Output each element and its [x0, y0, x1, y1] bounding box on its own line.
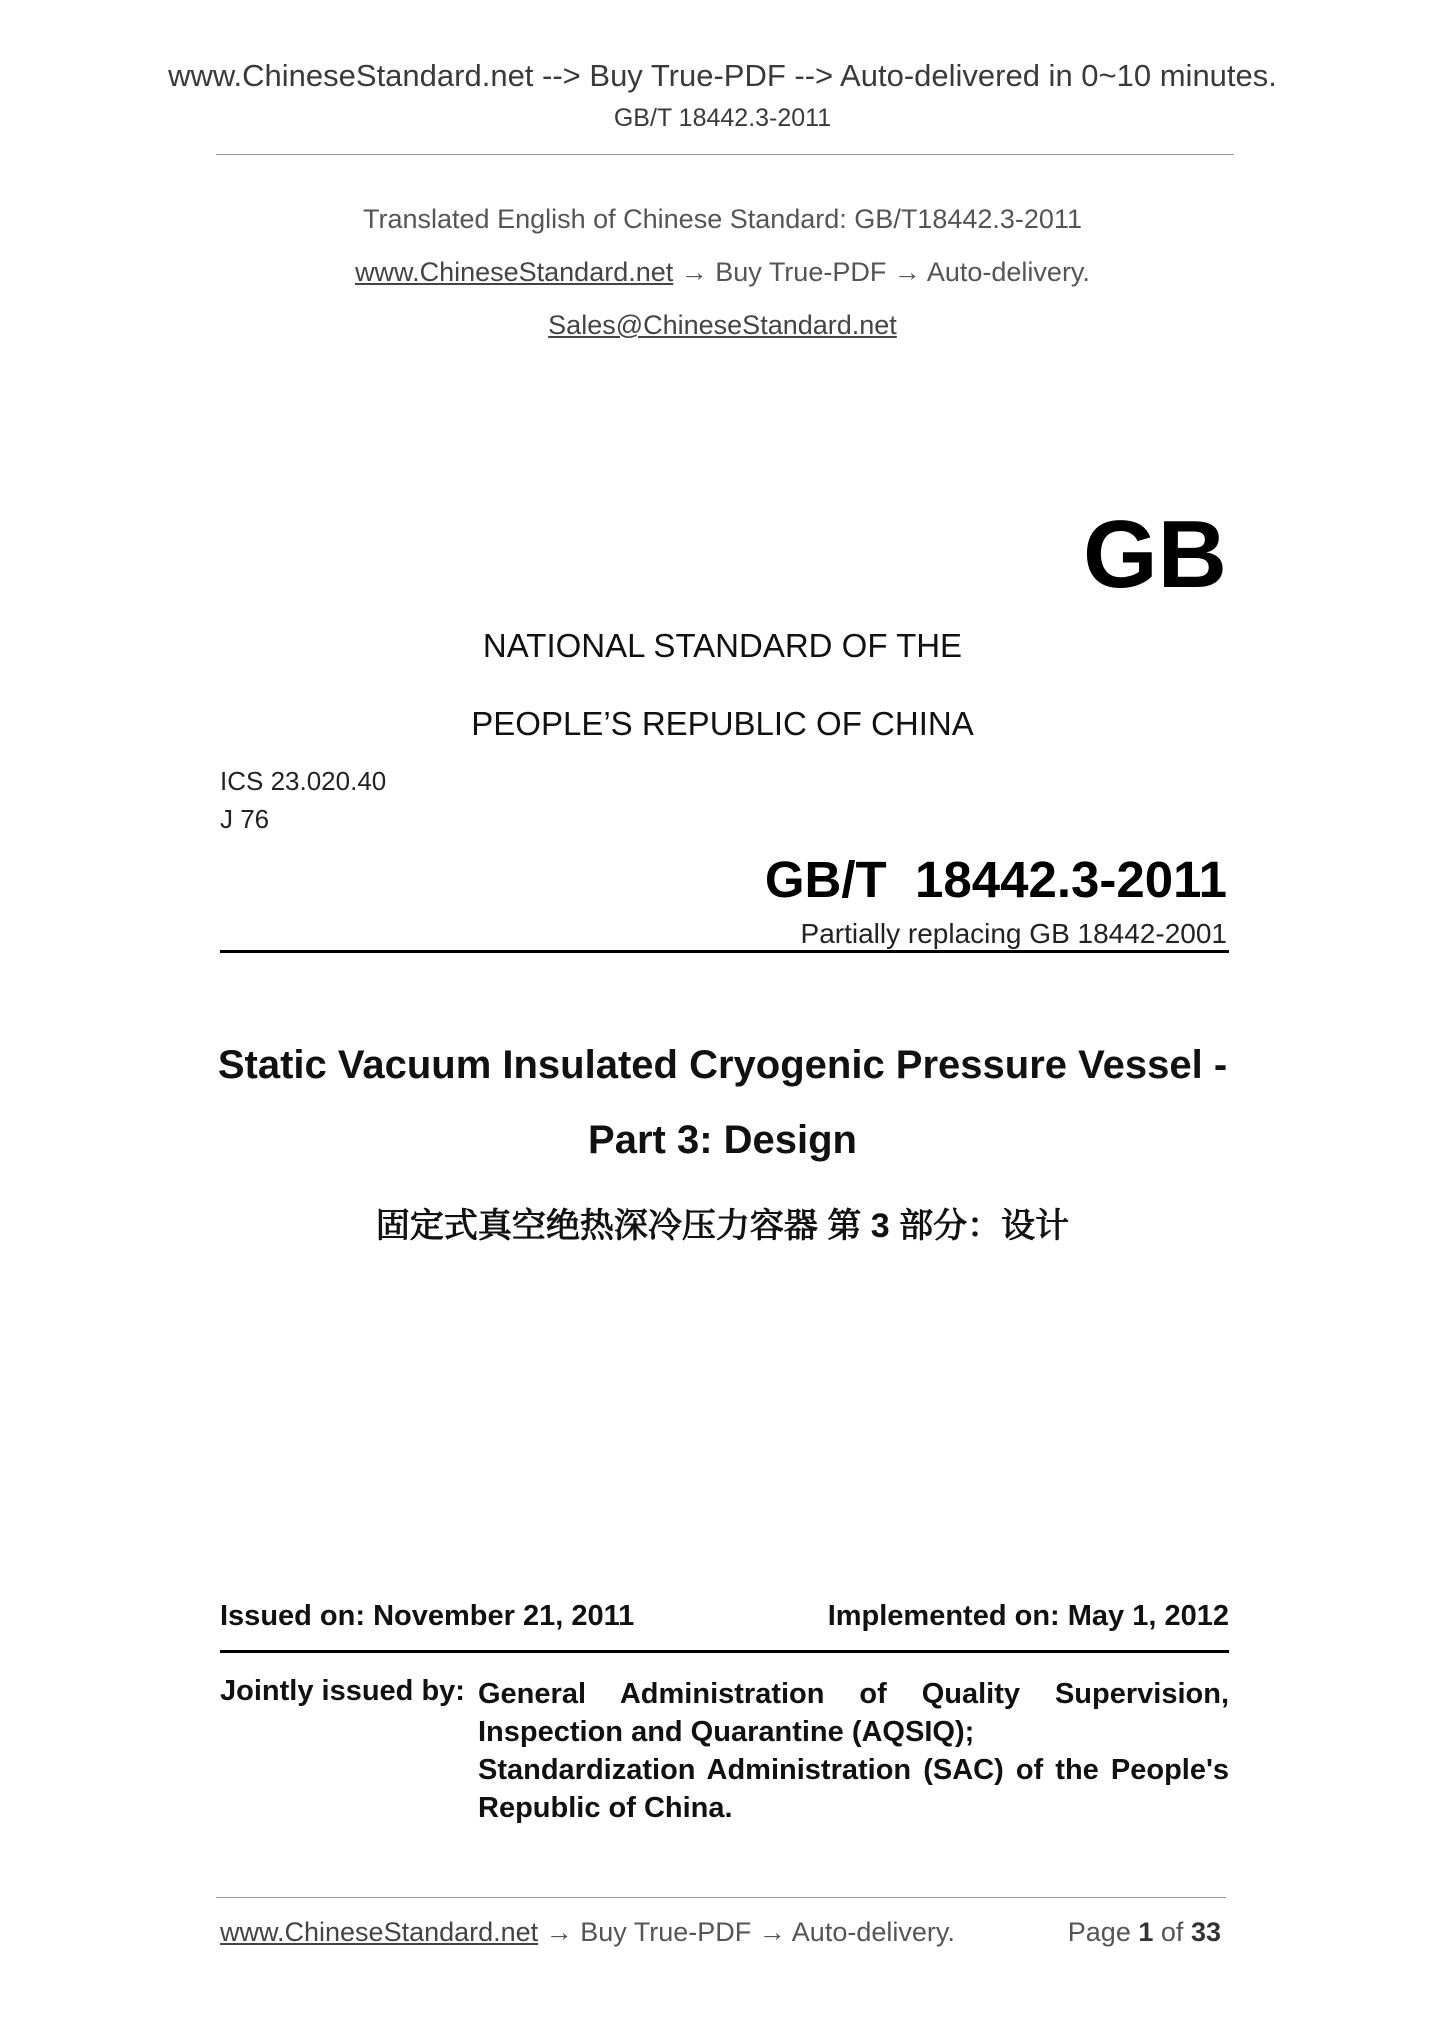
ics-code: ICS 23.020.40: [220, 766, 387, 796]
issuer-line: Standardization Administration (SAC) of the People's: [478, 1754, 1229, 1786]
footer-divider: [216, 1897, 1226, 1898]
issuer-line: Republic of China.: [478, 1792, 733, 1824]
page-indicator: [1068, 1917, 1221, 1948]
site-link[interactable]: www.ChineseStandard.net: [355, 257, 674, 287]
header-divider: [216, 154, 1234, 155]
arrow-icon: →: [893, 257, 921, 287]
arrow-icon: →: [545, 1917, 573, 1947]
national-standard-line1: NATIONAL STANDARD OF THE: [482, 627, 963, 664]
j-code: J 76: [220, 804, 270, 834]
footer-site-link[interactable]: www.ChineseStandard.net: [220, 1917, 539, 1947]
footer-auto-text: Auto-delivery.: [791, 1917, 955, 1947]
jointly-issued-label: Jointly issued by:: [220, 1675, 465, 1707]
page-total: 33: [1190, 1917, 1221, 1947]
standard-number: GB/T 18442.3-2011: [764, 851, 1227, 908]
standard-divider: [220, 950, 1229, 953]
of-word: of: [1160, 1917, 1184, 1947]
issue-divider: [220, 1650, 1229, 1653]
issued-date: Issued on: November 21, 2011: [220, 1600, 635, 1632]
header-doc-code: GB/T 18442.3-2011: [613, 104, 832, 132]
issuer-line: Inspection and Quarantine (AQSIQ);: [478, 1716, 975, 1748]
arrow-icon: →: [680, 257, 708, 287]
implemented-date: Implemented on: May 1, 2012: [827, 1600, 1229, 1632]
translated-notice: Translated English of Chinese Standard: GB/T18442.3-2011: [363, 204, 1082, 234]
buy-text: Buy True-PDF: [715, 257, 887, 287]
replacing-note: Partially replacing GB 18442-2001: [800, 918, 1227, 949]
title-line1: Static Vacuum Insulated Cryogenic Pressure Vessel -: [217, 1043, 1228, 1087]
arrow-icon: →: [758, 1917, 786, 1947]
page-number: 1: [1138, 1917, 1154, 1947]
page-word: Page: [1067, 1917, 1131, 1947]
intro-delivery-line: [0, 257, 1445, 288]
gb-mark: GB: [1083, 501, 1227, 608]
title-chinese: 固定式真空绝热深冷压力容器 第 3 部分：设计: [375, 1207, 1070, 1245]
title-line2: Part 3: Design: [588, 1118, 857, 1162]
header-top-line: www.ChineseStandard.net --> Buy True-PDF --> Auto-delivered in 0~10 minutes.: [168, 58, 1277, 93]
national-standard-line2: PEOPLE’S REPUBLIC OF CHINA: [471, 705, 974, 742]
email-link[interactable]: Sales@ChineseStandard.net: [548, 310, 897, 340]
footer-buy-text: Buy True-PDF: [580, 1917, 752, 1947]
email-line: [0, 310, 1445, 341]
auto-delivery-text: Auto-delivery.: [926, 257, 1090, 287]
issuer-line: General Administration of Quality Supervision,: [478, 1678, 1229, 1710]
footer-delivery-line: [220, 1917, 955, 1948]
issuers-list: [478, 1675, 1229, 1827]
